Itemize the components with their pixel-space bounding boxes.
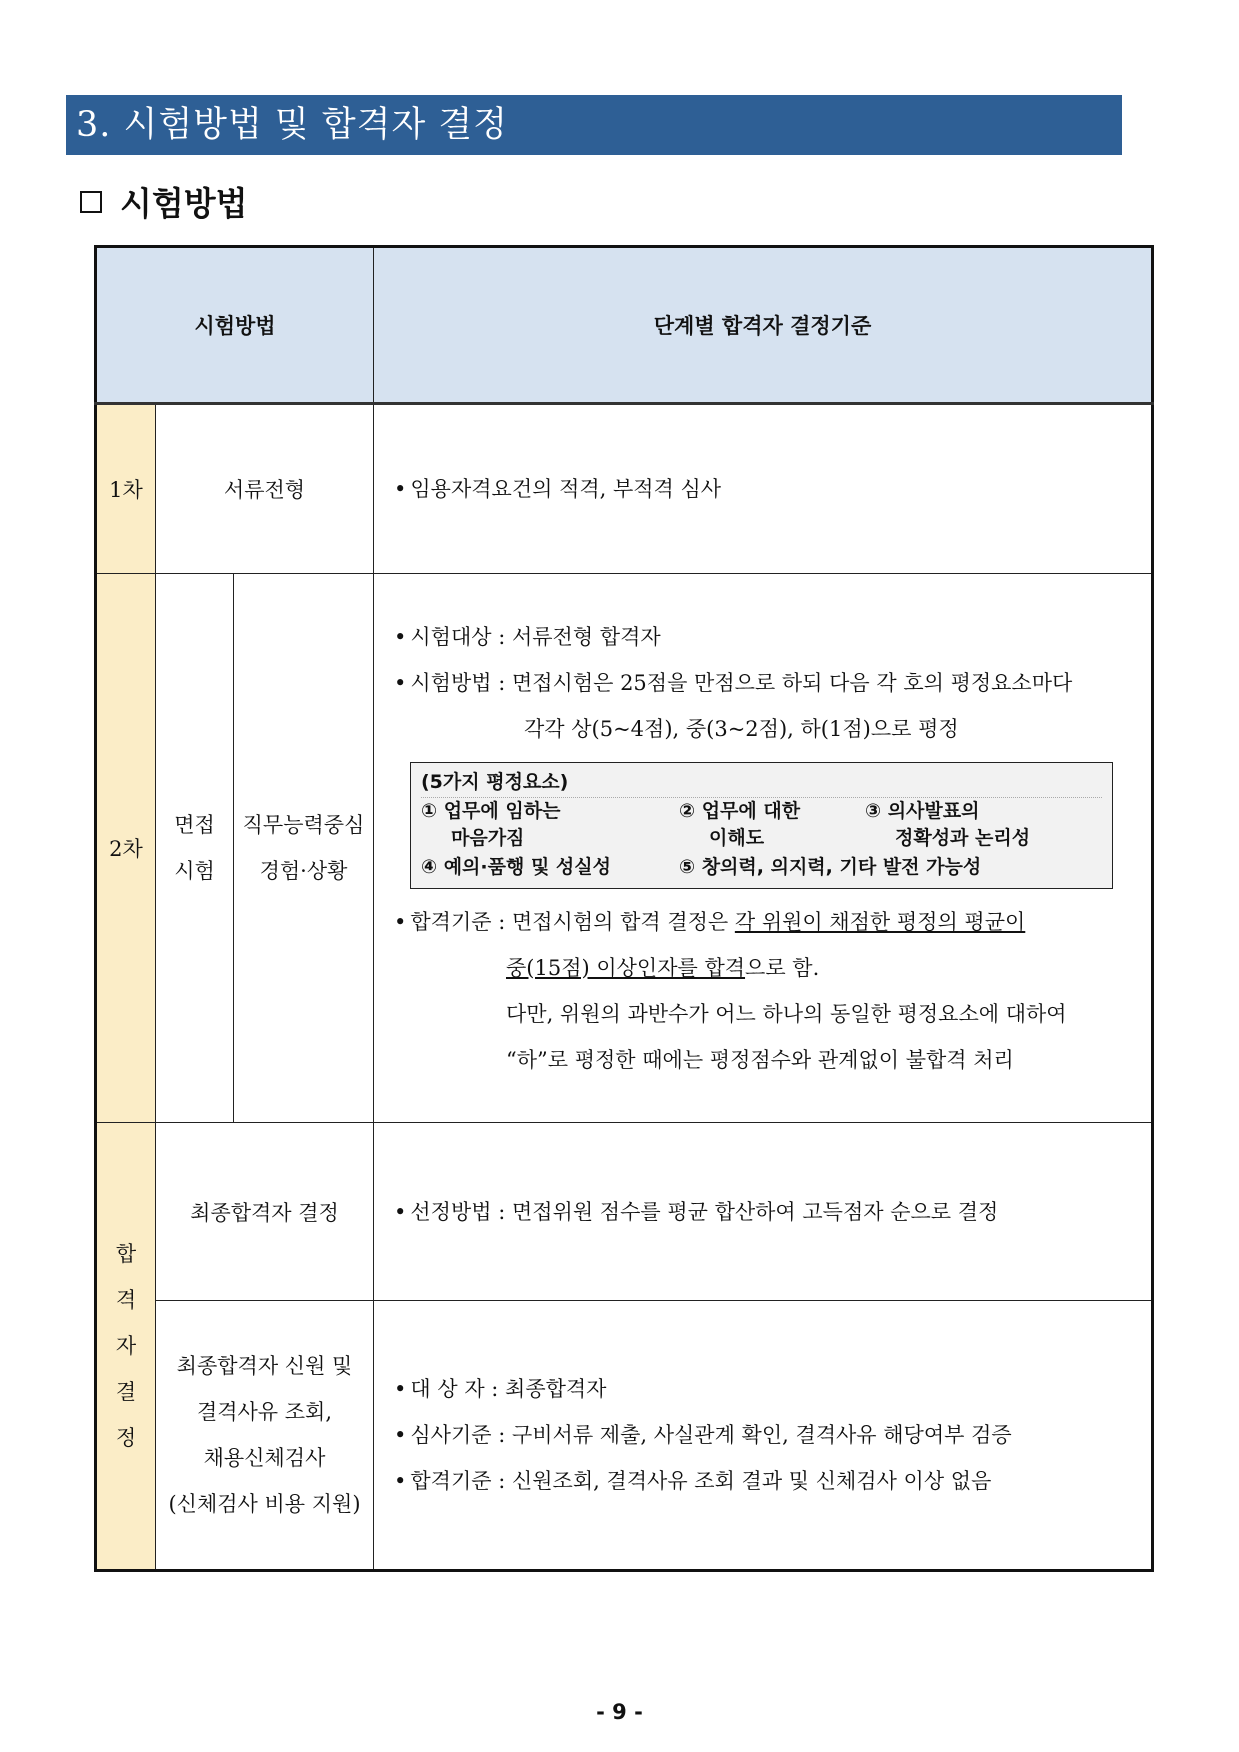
eval-item: 마음가짐 <box>451 826 525 849</box>
list-item: • 선정방법 : 면접위원 점수를 평균 합산하여 고득점자 순으로 결정 <box>394 1199 999 1224</box>
eval-item: 이해도 <box>709 826 765 849</box>
list-item-continued: 다만, 위원의 과반수가 어느 하나의 동일한 평정요소에 대하여 <box>506 1001 1067 1026</box>
page-number: - 9 - <box>596 1700 643 1724</box>
header-criteria: 단계별 합격자 결정기준 <box>374 247 1153 404</box>
stage-2: 2차 <box>96 574 156 1123</box>
list-item: • 심사기준 : 구비서류 제출, 사실관계 확인, 결격사유 해당여부 검증 <box>394 1423 1012 1447</box>
section-title: 3. 시험방법 및 합격자 결정 <box>76 105 508 145</box>
table-row <box>96 1301 1153 1571</box>
evaluation-factors-box <box>410 762 1113 889</box>
subheading <box>80 178 248 225</box>
list-item-continued: 중(15점) 이상인자를 합격으로 함. <box>506 955 820 980</box>
table-row <box>96 404 1153 574</box>
criteria-cell <box>374 1123 1153 1301</box>
section-title-banner <box>66 95 1122 155</box>
eval-item: ② 업무에 대한 <box>679 799 801 822</box>
method-final-decision: 최종합격자 결정 <box>156 1123 374 1301</box>
list-item-continued: 각각 상(5~4점), 중(3~2점), 하(1점)으로 평정 <box>524 716 959 741</box>
list-item: • 합격기준 : 신원조회, 결격사유 조회 결과 및 신체검사 이상 없음 <box>394 1469 992 1493</box>
eval-item: ⑤ 창의력, 의지력, 기타 발전 가능성 <box>679 855 982 878</box>
stage-1: 1차 <box>96 404 156 574</box>
subheading-text: 시험방법 <box>120 184 248 223</box>
eval-item: ① 업무에 임하는 <box>421 799 561 822</box>
list-item: • 합격기준 : 면접시험의 합격 결정은 각 위원이 채점한 평정의 평균이 <box>394 909 1026 934</box>
method-background-check: 최종합격자 신원 및 결격사유 조회, 채용신체검사 (신체검사 비용 지원) <box>156 1301 374 1571</box>
eval-item: 정확성과 논리성 <box>895 826 1031 849</box>
list-item-continued: “하”로 평정한 때에는 평정점수와 관계없이 불합격 처리 <box>506 1047 1014 1072</box>
criteria-cell <box>374 1301 1153 1571</box>
stage-final: 합 격 자 결 정 <box>96 1123 156 1571</box>
table-row <box>96 574 1153 1123</box>
method-interview: 면접 시험 <box>156 574 234 1123</box>
list-item: • 시험방법 : 면접시험은 25점을 만점으로 하되 다음 각 호의 평정요소마다 <box>394 670 1073 695</box>
eval-item: ④ 예의·품행 및 성실성 <box>421 855 611 878</box>
evaluation-factors-title: (5가지 평정요소) <box>421 767 1102 798</box>
list-item: • 대 상 자 : 최종합격자 <box>394 1377 607 1401</box>
eval-item: ③ 의사발표의 <box>865 799 980 822</box>
method-document-screening: 서류전형 <box>156 404 374 574</box>
table-row <box>96 1123 1153 1301</box>
criteria-cell <box>374 574 1153 1123</box>
list-item: • 임용자격요건의 적격, 부적격 심사 <box>394 477 722 501</box>
header-exam-method: 시험방법 <box>96 247 374 404</box>
method-competency: 직무능력중심 경험·상황 <box>234 574 374 1123</box>
checkbox-square-icon <box>80 191 102 213</box>
list-item: • 시험대상 : 서류전형 합격자 <box>394 624 661 649</box>
exam-method-table <box>94 245 1154 1572</box>
criteria-cell <box>374 404 1153 574</box>
table-header-row <box>96 247 1153 404</box>
